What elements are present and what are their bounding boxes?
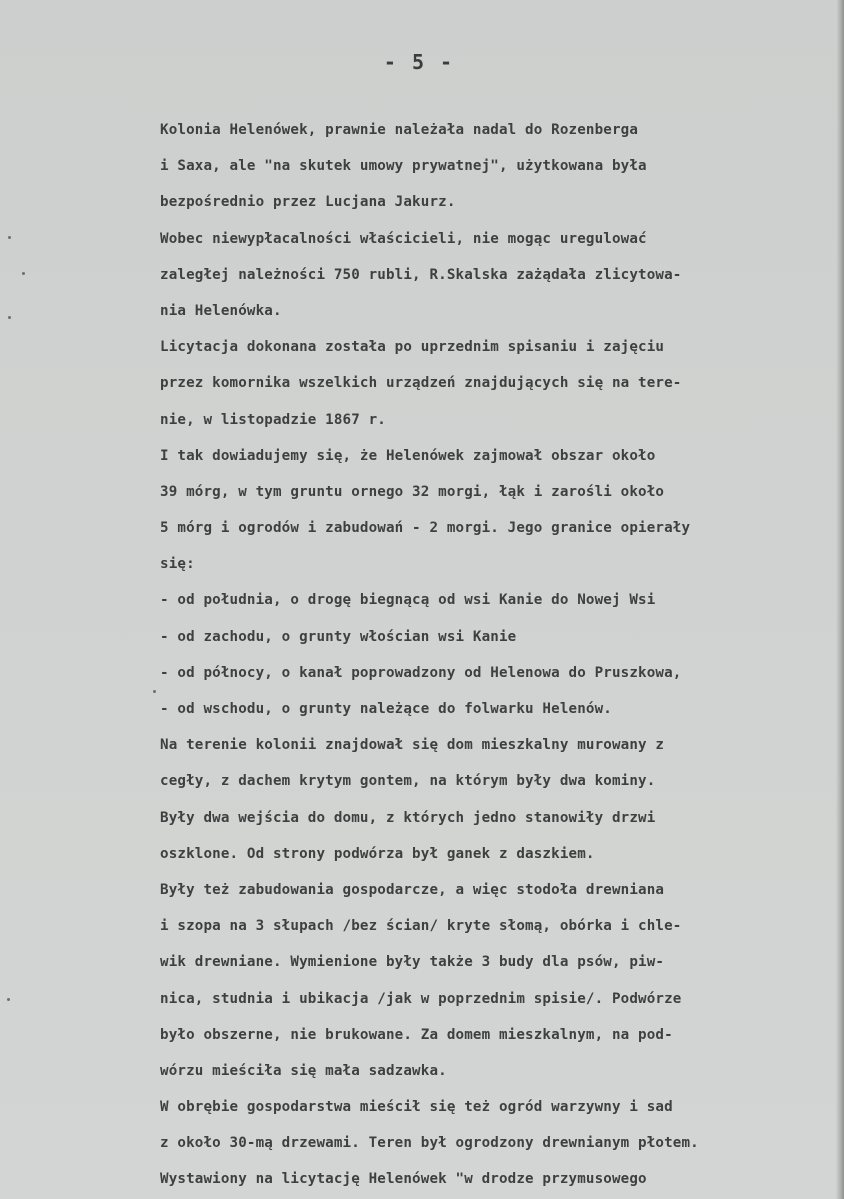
text-line: Wystawiony na licytację Helenówek "w drodze przymusowego [160,1171,647,1188]
margin-speck [8,316,11,319]
text-line: - od zachodu, o grunty włościan wsi Kanie [160,628,517,645]
text-line: Wobec niewypłacalności właścicieli, nie mogąc uregulować [160,230,647,247]
text-line: przez komornika wszelkich urządzeń znajdujących się na tere- [160,375,682,392]
text-line: - od północy, o kanał poprowadzony od Helenowa do Pruszkowa, [160,664,682,681]
text-line: wórzu mieściła się mała sadzawka. [160,1062,447,1079]
page-edge [836,0,844,1199]
margin-speck [153,690,156,693]
text-line: 39 mórg, w tym gruntu ornego 32 morgi, łąk i zarośli około [160,483,665,500]
text-line: było obszerne, nie brukowane. Za domem mieszkalnym, na pod- [160,1026,673,1043]
text-line: W obrębie gospodarstwa mieścił się też ogród warzywny i sad [160,1099,673,1116]
text-line: nie, w listopadzie 1867 r. [160,411,386,428]
text-line: cegły, z dachem krytym gontem, na którym były dwa kominy. [160,773,656,790]
text-line: się: [160,556,195,573]
margin-speck [22,272,25,275]
body-text [160,112,830,1198]
text-line: z około 30-mą drzewami. Teren był ogrodzony drewnianym płotem. [160,1135,699,1152]
page-number: - 5 - [383,50,455,74]
text-line: nica, studnia i ubikacja /jak w poprzednim spisie/. Podwórze [160,990,682,1007]
text-line: - od południa, o drogę biegnącą od wsi Kanie do Nowej Wsi [160,592,656,609]
margin-speck [8,236,11,239]
margin-speck [7,998,10,1001]
text-line: Kolonia Helenówek, prawnie należała nadal do Rozenberga [160,122,639,138]
text-line: - od wschodu, o grunty należące do folwarku Helenów. [160,701,612,717]
text-line: i Saxa, ale "na skutek umowy prywatnej", użytkowana była [160,158,647,175]
text-line: Na terenie kolonii znajdował się dom mieszkalny murowany z [160,737,665,754]
text-line: Były też zabudowania gospodarcze, a więc stodoła drewniana [160,881,665,898]
text-line: 5 mórg i ogrodów i zabudowań - 2 morgi. Jego granice opierały [160,520,691,537]
text-line: nia Helenówka. [160,302,282,319]
text-line: i szopa na 3 słupach /bez ścian/ kryte słomą, obórka i chle- [160,918,682,935]
text-line: Licytacja dokonana została po uprzednim spisaniu i zajęciu [160,339,665,356]
text-line: Były dwa wejścia do domu, z których jedno stanowiły drzwi [160,809,656,826]
text-line: wik drewniane. Wymienione były także 3 budy dla psów, piw- [160,954,665,971]
text-line: oszklone. Od strony podwórza był ganek z daszkiem. [160,845,595,862]
text-line: zaległej należności 750 rubli, R.Skalska zażądała zlicytowa- [160,266,682,283]
text-line: I tak dowiadujemy się, że Helenówek zajmował obszar około [160,447,656,464]
text-line: bezpośrednio przez Lucjana Jakurz. [160,194,456,211]
